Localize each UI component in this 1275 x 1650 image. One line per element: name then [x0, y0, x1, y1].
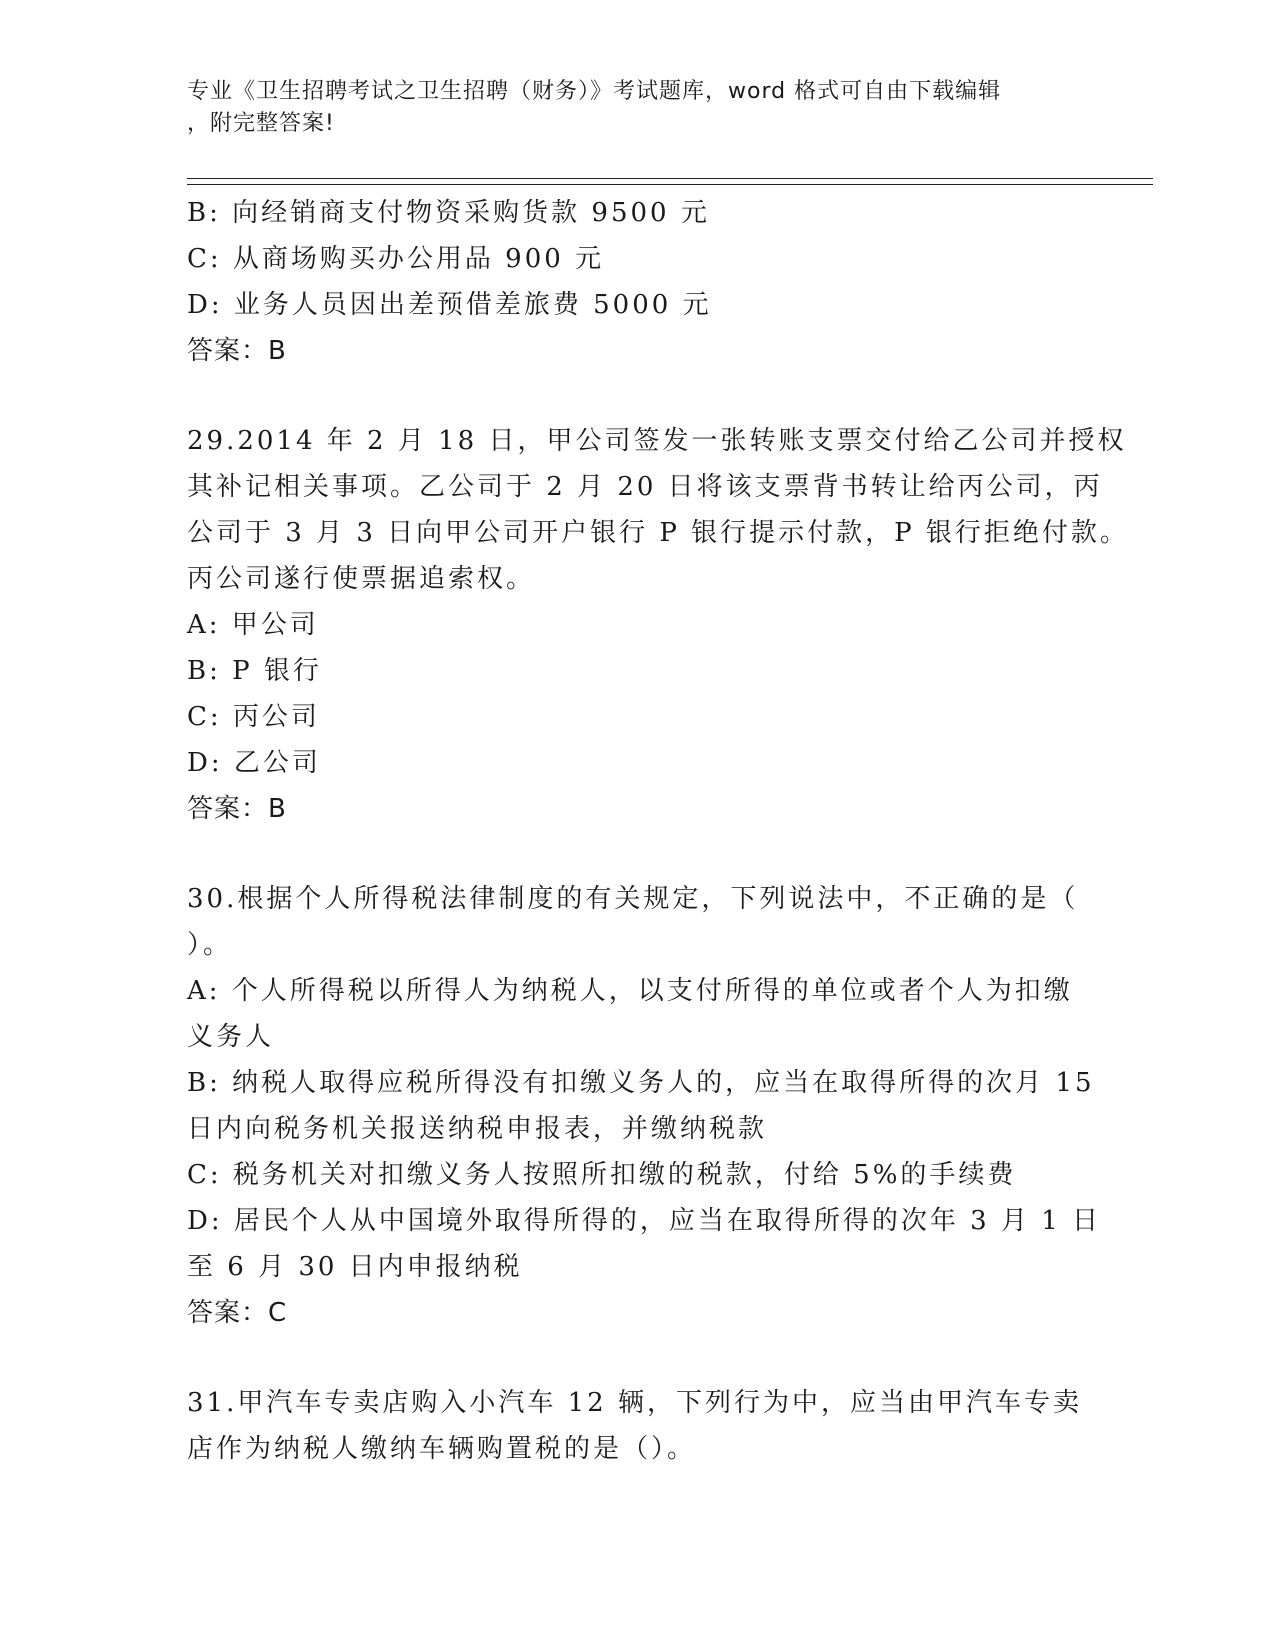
header-line-2: ，附完整答案!	[187, 111, 335, 136]
q29-answer: 答案：B	[187, 794, 287, 824]
q29-option-a: A: 甲公司	[187, 610, 319, 640]
header-divider-bottom	[187, 184, 1153, 185]
spacer	[187, 374, 1087, 418]
q30-option-b-line-2: 日内向税务机关报送纳税申报表，并缴纳税款	[187, 1114, 768, 1144]
q29-stem-line-3: 公司于 3 月 3 日向甲公司开户银行 P 银行提示付款，P 银行拒绝付款。	[187, 518, 1129, 548]
q29-option-b: B: P 银行	[187, 656, 322, 686]
q29-stem-line-2: 其补记相关事项。乙公司于 2 月 20 日将该支票背书转让给丙公司，丙	[187, 472, 1103, 502]
q31-stem-line-2: 店作为纳税人缴纳车辆购置税的是（）。	[187, 1434, 697, 1464]
header-divider-top	[187, 178, 1153, 179]
question-content	[187, 190, 1129, 1472]
q30-stem-line-1: 30.根据个人所得税法律制度的有关规定，下列说法中，不正确的是（	[187, 884, 1079, 914]
question-31-block	[187, 1380, 1087, 1472]
q30-option-a-line-1: A: 个人所得税以所得人为纳税人，以支付所得的单位或者个人为扣缴	[187, 976, 1073, 1006]
q29-stem-line-4: 丙公司遂行使票据追索权。	[187, 564, 536, 594]
q29-option-c: C: 丙公司	[187, 702, 320, 732]
question-29-block	[187, 418, 1129, 832]
q30-option-a-line-2: 义务人	[187, 1022, 275, 1052]
q28-option-b: B: 向经销商支付物资采购货款 9500 元	[187, 198, 710, 228]
q29-option-d: D: 乙公司	[187, 748, 321, 778]
spacer	[187, 1336, 1087, 1380]
question-28-block	[187, 190, 1087, 374]
q28-answer: 答案：B	[187, 336, 287, 366]
q30-answer: 答案：C	[187, 1298, 288, 1328]
q28-option-d: D: 业务人员因出差预借差旅费 5000 元	[187, 290, 712, 320]
q30-option-b-line-1: B: 纳税人取得应税所得没有扣缴义务人的，应当在取得所得的次月 15	[187, 1068, 1095, 1098]
q31-stem-line-1: 31.甲汽车专卖店购入小汽车 12 辆，下列行为中，应当由甲汽车专卖	[187, 1388, 1082, 1418]
q30-option-d-line-2: 至 6 月 30 日内申报纳税	[187, 1252, 523, 1282]
spacer	[187, 832, 1087, 876]
q28-option-c: C: 从商场购买办公用品 900 元	[187, 244, 605, 274]
q30-stem-line-2: ）。	[187, 930, 233, 960]
question-30-block	[187, 876, 1102, 1336]
q30-option-d-line-1: D: 居民个人从中国境外取得所得的，应当在取得所得的次年 3 月 1 日	[187, 1206, 1102, 1236]
q29-stem-line-1: 29.2014 年 2 月 18 日，甲公司签发一张转账支票交付给乙公司并授权	[187, 426, 1127, 456]
q30-option-c: C: 税务机关对扣缴义务人按照所扣缴的税款，付给 5%的手续费	[187, 1160, 1017, 1190]
document-header	[187, 76, 1067, 140]
header-line-1: 专业《卫生招聘考试之卫生招聘（财务）》考试题库，word 格式可自由下载编辑	[187, 79, 1002, 104]
